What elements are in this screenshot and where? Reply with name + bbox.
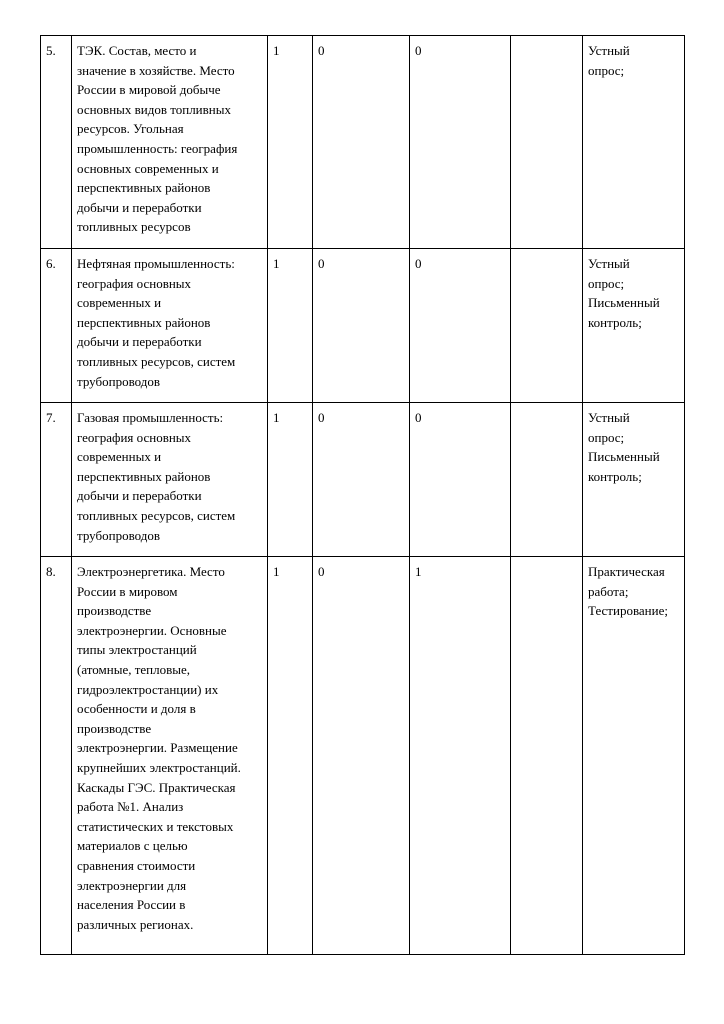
hours-practice: 1 xyxy=(410,557,511,955)
hours-control: 0 xyxy=(313,36,410,249)
control-form: Практическая работа; Тестирование; xyxy=(583,557,685,955)
lesson-topic: Газовая промышленность: география основных современных и перспективных районов добычи и переработки топливных ресурсов, систем трубопроводов xyxy=(72,403,268,557)
lesson-number: 6. xyxy=(41,249,72,403)
lesson-topic: ТЭК. Состав, место и значение в хозяйстве. Место России в мировой добыче основных видов топливных ресурсов. Угольная промышленность: география основных современных и перспективных районов добычи и переработки топливных ресурсов xyxy=(72,36,268,249)
hours-control: 0 xyxy=(313,557,410,955)
lesson-date xyxy=(511,249,583,403)
table-row xyxy=(41,249,685,403)
hours-control: 0 xyxy=(313,249,410,403)
control-form: Устный опрос; Письменный контроль; xyxy=(583,403,685,557)
lesson-number: 7. xyxy=(41,403,72,557)
table-row xyxy=(41,403,685,557)
lesson-number: 8. xyxy=(41,557,72,955)
lesson-topic: Нефтяная промышленность: география основных современных и перспективных районов добычи и переработки топливных ресурсов, систем трубопроводов xyxy=(72,249,268,403)
lesson-plan-table xyxy=(40,35,685,955)
hours-total: 1 xyxy=(268,36,313,249)
hours-total: 1 xyxy=(268,557,313,955)
lesson-date xyxy=(511,557,583,955)
hours-practice: 0 xyxy=(410,36,511,249)
lesson-date xyxy=(511,403,583,557)
hours-practice: 0 xyxy=(410,249,511,403)
control-form: Устный опрос; xyxy=(583,36,685,249)
lesson-topic: Электроэнергетика. Место России в мировом производстве электроэнергии. Основные типы электростанций (атомные, тепловые, гидроэлектростанции) их особенности и доля в производстве электроэнергии. Размещение крупнейших электростанций. Каскады ГЭС. Практическая работа №1. Анализ статистических и текстовых материалов с целью сравнения стоимости электроэнергии для населения России в различных регионах. xyxy=(72,557,268,955)
hours-practice: 0 xyxy=(410,403,511,557)
table-row xyxy=(41,36,685,249)
hours-total: 1 xyxy=(268,403,313,557)
hours-total: 1 xyxy=(268,249,313,403)
lesson-date xyxy=(511,36,583,249)
lesson-number: 5. xyxy=(41,36,72,249)
control-form: Устный опрос; Письменный контроль; xyxy=(583,249,685,403)
table-row xyxy=(41,557,685,955)
hours-control: 0 xyxy=(313,403,410,557)
